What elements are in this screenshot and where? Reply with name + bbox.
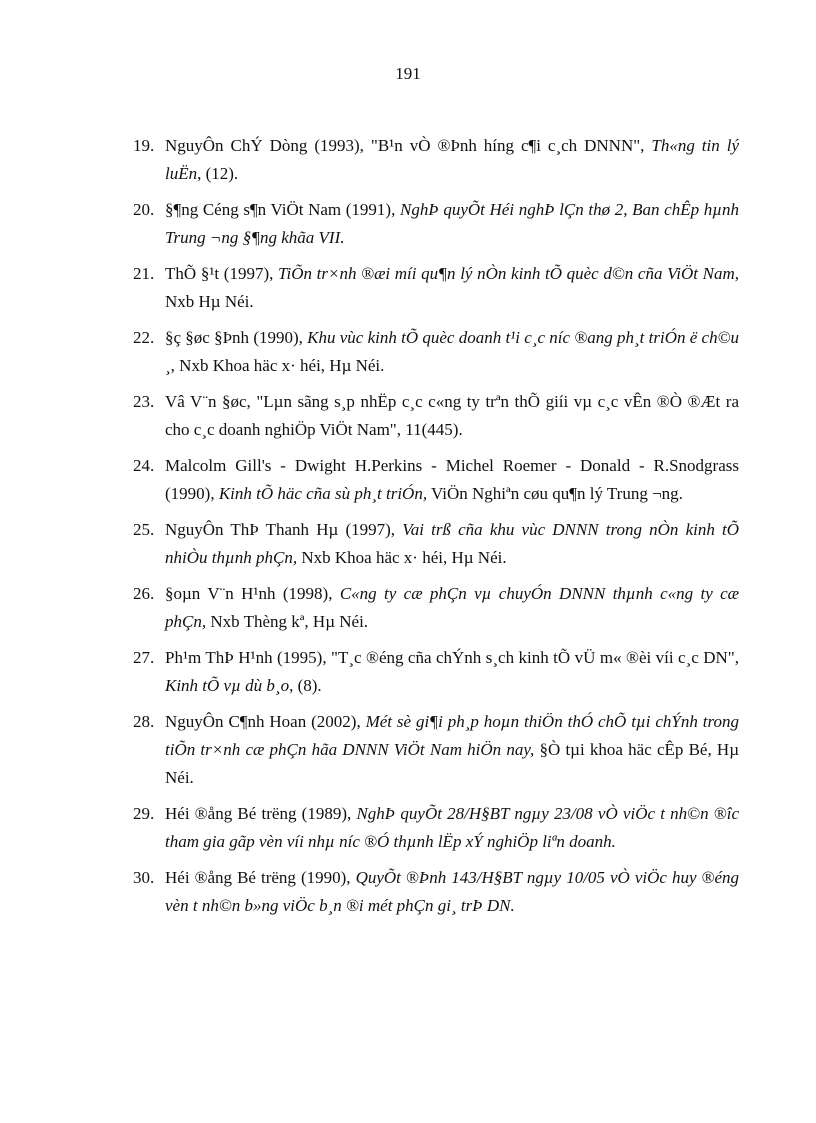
reference-title: Mét sè gi¶i ph¸p hoµn thiÖn thÓ chÕ tµi chÝnh trong tiÕn tr×nh cæ phÇn hãa DNNN ViÖt Nam hiÖn nay,: [165, 712, 739, 759]
reference-title: Khu vùc kinh tÕ quèc doanh t¹i c¸c níc ®ang ph¸t triÓn ë ch©u ¸: [165, 328, 740, 375]
reference-item: [133, 388, 739, 444]
reference-item: [133, 708, 739, 792]
reference-number: 23.: [133, 392, 155, 411]
reference-tail: §Ò tµi khoa häc cÊp Bé, Hµ Néi.: [165, 740, 739, 787]
reference-item: [133, 644, 739, 700]
reference-text: NguyÔn ChÝ Dòng (1993), "B¹n vÒ ®Þnh híng c¶i c¸ch DNNN",: [165, 136, 652, 155]
reference-number: 21.: [133, 264, 155, 283]
reference-text: Héi ®ång Bé trëng (1989),: [165, 804, 357, 823]
reference-title: Kinh tÕ vµ dù b¸o: [165, 676, 290, 695]
reference-title: Vai trß cña khu vùc DNNN trong nÒn kinh tÕ nhiÒu thµnh phÇn,: [165, 520, 740, 567]
reference-tail: , (8).: [289, 676, 322, 695]
reference-text: ThÕ §¹t (1997),: [165, 264, 279, 283]
reference-title: QuyÕt ®Þnh 143/H§BT ngµy 10/05 vÒ viÖc huy ®éng vèn t nh©n b»ng viÖc b¸n ®i mét phÇn gi¸ trÞ DN.: [165, 868, 739, 915]
reference-tail: , (12).: [197, 164, 239, 183]
reference-item: [133, 260, 739, 316]
reference-text: Malcolm Gill's - Dwight H.Perkins - Michel Roemer - Donald - R.Snodgrass (1990),: [165, 456, 739, 503]
reference-item: [133, 324, 739, 380]
reference-number: 26.: [133, 584, 155, 603]
reference-number: 29.: [133, 804, 155, 823]
reference-tail: ViÖn Nghiªn cøu qu¶n lý Trung ¬ng.: [427, 484, 683, 503]
page-number: 191: [395, 64, 421, 83]
reference-number: 19.: [133, 136, 155, 155]
reference-item: [133, 132, 739, 188]
reference-title: C«ng ty cæ phÇn vµ chuyÓn DNNN thµnh c«ng ty cæ phÇn,: [165, 584, 739, 631]
reference-number: 27.: [133, 648, 155, 667]
reference-number: 22.: [133, 328, 155, 347]
reference-number: 28.: [133, 712, 155, 731]
reference-text: NguyÔn C¶nh Hoan (2002),: [165, 712, 366, 731]
reference-tail: Nxb Hµ Néi.: [165, 292, 254, 311]
reference-title: NghÞ quyÕt Héi nghÞ lÇn thø 2, Ban chÊp hµnh Trung ¬ng §¶ng khãa VII.: [165, 200, 739, 247]
reference-item: [133, 800, 739, 856]
reference-title: Kinh tÕ häc cña sù ph¸t triÓn,: [218, 484, 428, 503]
reference-item: [133, 452, 739, 508]
reference-title: TiÕn tr×nh ®æi míi qu¶n lý nÒn kinh tÕ quèc d©n cña ViÖt Nam,: [278, 264, 739, 283]
reference-text: Héi ®ång Bé trëng (1990),: [165, 868, 356, 887]
reference-item: [133, 516, 739, 572]
reference-title: NghÞ quyÕt 28/H§BT ngµy 23/08 vÒ viÖc t nh©n ®îc tham gia gãp vèn víi nhµ níc ®Ó thµnh lËp xÝ nghiÖp liªn doanh.: [165, 804, 739, 851]
reference-text: §ç §øc §Þnh (1990),: [165, 328, 308, 347]
reference-number: 20.: [133, 200, 155, 219]
reference-item: [133, 196, 739, 252]
reference-tail: Nxb Thèng kª, Hµ Néi.: [206, 612, 369, 631]
reference-text: §oµn V¨n H¹nh (1998),: [165, 584, 340, 603]
reference-item: [133, 580, 739, 636]
reference-title: Th«ng tin lý luËn: [165, 136, 739, 183]
reference-list: [133, 132, 739, 928]
reference-text: Ph¹m ThÞ H¹nh (1995), "T¸c ®éng cña chÝnh s¸ch kinh tÕ vÜ m« ®èi víi c¸c DN",: [165, 648, 739, 667]
reference-number: 30.: [133, 868, 155, 887]
reference-tail: Nxb Khoa häc x· héi, Hµ Néi.: [297, 548, 507, 567]
reference-text: Vâ V¨n §øc, "Lµn sãng s¸p nhËp c¸c c«ng ty trªn thÕ giíi vµ c¸c vÊn ®Ò ®Æt ra cho c¸c doanh nghiÖp ViÖt Nam", 11(445).: [165, 392, 739, 439]
reference-number: 25.: [133, 520, 155, 539]
reference-item: [133, 864, 739, 920]
reference-text: §¶ng Céng s¶n ViÖt Nam (1991),: [165, 200, 400, 219]
reference-text: NguyÔn ThÞ Thanh Hµ (1997),: [165, 520, 403, 539]
reference-number: 24.: [133, 456, 155, 475]
reference-tail: , Nxb Khoa häc x· héi, Hµ Néi.: [170, 356, 385, 375]
